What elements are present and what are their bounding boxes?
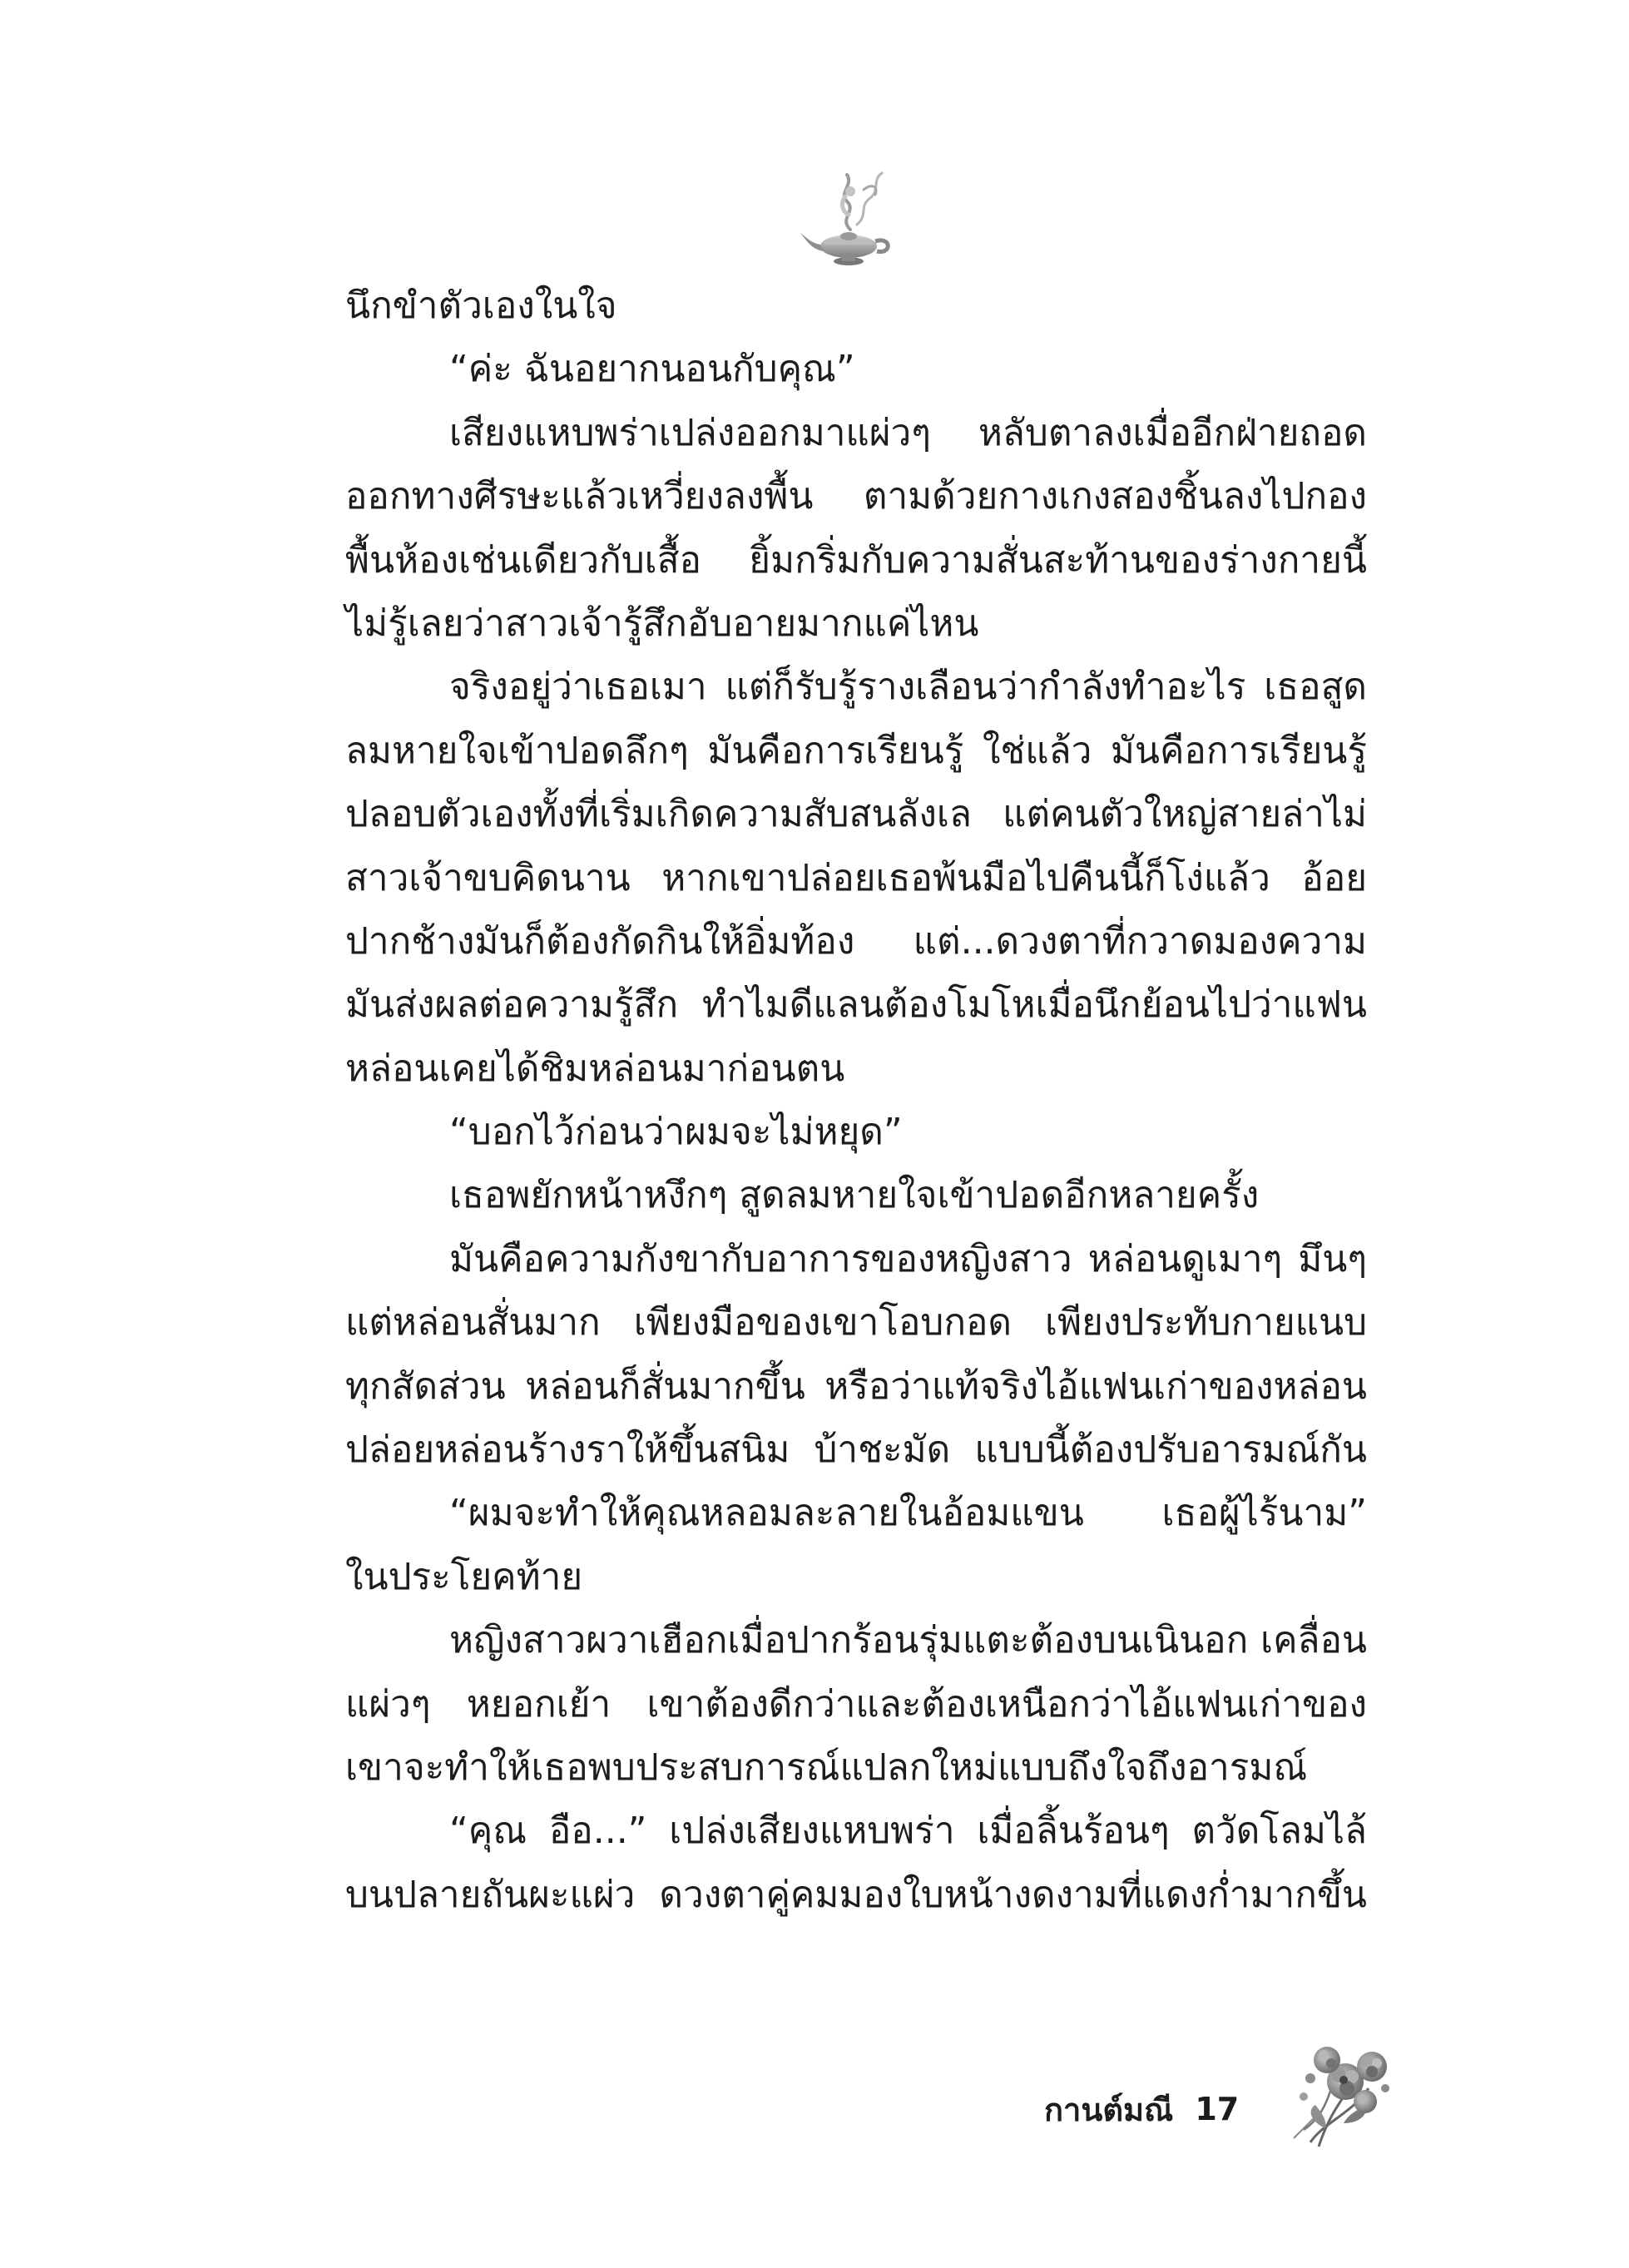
text-line: มันคือความกังขากับอาการของหญิงสาว หล่อนดูเมาๆ มึนๆ [449, 1237, 1367, 1280]
text-line: ลมหายใจเข้าปอดลึกๆ มันคือการเรียนรู้ ใช่แล้ว มันคือการเรียนรู้ [345, 729, 1367, 772]
text-line: จริงอยู่ว่าเธอเมา แต่ก็รับรู้รางเลือนว่ากำลังทำอะไร เธอสูด [449, 666, 1367, 709]
text-line: ในประโยคท้าย [345, 1555, 583, 1598]
text-line: ปากช้างมันก็ต้องกัดกินให้อิ่มท้อง แต่...ดวงตาที่กวาดมองความ [345, 919, 1367, 963]
text-line: พื้นห้องเช่นเดียวกับเสื้อ ยิ้มกริ่มกับความสั่นสะท้านของร่างกายนี้ [345, 538, 1367, 582]
text-line: มันส่งผลต่อความรู้สึก ทำไมดีแลนต้องโมโหเมื่อนึกย้อนไปว่าแฟน [345, 983, 1367, 1027]
text-line: เสียงแหบพร่าเปล่งออกมาแผ่วๆ หลับตาลงเมื่ออีกฝ่ายถอด [449, 411, 1367, 454]
text-line: แผ่วๆ หยอกเย้า เขาต้องดีกว่าและต้องเหนือกว่าไอ้แฟนเก่าของ [345, 1682, 1367, 1726]
text-line: ปลอบตัวเองทั้งที่เริ่มเกิดความสับสนลังเล แต่คนตัวใหญ่สายล่าไม่ [345, 793, 1367, 836]
text-line: หญิงสาวผวาเฮือกเมื่อปากร้อนรุ่มแตะต้องบนเนินอก เคลื่อน [449, 1619, 1367, 1662]
page-footer [1044, 2084, 1239, 2134]
running-title: กานต์มณี [1044, 2091, 1174, 2128]
text-line: เธอพยักหน้าหงึกๆ สูดลมหายใจเข้าปอดอีกหลายครั้ง [449, 1174, 1260, 1217]
text-line: สาวเจ้าขบคิดนาน หากเขาปล่อยเธอพ้นมือไปคืนนี้ก็โง่แล้ว อ้อย [345, 856, 1367, 899]
text-line: “ค่ะ ฉันอยากนอนกับคุณ” [449, 348, 855, 391]
text-line: “ผมจะทำให้คุณหลอมละลายในอ้อมแขน เธอผู้ไร้นาม” [449, 1492, 1367, 1535]
text-line: ออกทางศีรษะแล้วเหวี่ยงลงพื้น ตามด้วยกางเกงสองชิ้นลงไปกอง [345, 475, 1367, 518]
text-line: ทุกสัดส่วน หล่อนก็สั่นมากขึ้น หรือว่าแท้จริงไอ้แฟนเก่าของหล่อน [345, 1364, 1367, 1408]
genie-lamp-icon [799, 165, 907, 273]
text-line: หล่อนเคยได้ชิมหล่อนมาก่อนตน [345, 1047, 845, 1090]
text-line: เขาจะทำให้เธอพบประสบการณ์แปลกใหม่แบบถึงใจถึงอารมณ์ [345, 1746, 1308, 1789]
text-line: ปล่อยหล่อนร้างราให้ขึ้นสนิม บ้าชะมัด แบบนี้ต้องปรับอารมณ์กัน [345, 1429, 1367, 1472]
text-line: นึกขำตัวเองในใจ [345, 285, 617, 327]
text-line: “บอกไว้ก่อนว่าผมจะไม่หยุด” [449, 1111, 903, 1154]
body-text [345, 275, 1367, 1927]
text-line: ไม่รู้เลยว่าสาวเจ้ารู้สึกอับอายมากแค่ไหน [345, 602, 979, 645]
text-line: แต่หล่อนสั่นมาก เพียงมือของเขาโอบกอด เพียงประทับกายแนบ [345, 1301, 1367, 1344]
flower-bouquet-icon [1285, 2030, 1402, 2155]
page-number: 17 [1195, 2091, 1240, 2127]
text-line: บนปลายถันผะแผ่ว ดวงตาคู่คมมองใบหน้างดงามที่แดงก่ำมากขึ้น [345, 1873, 1367, 1916]
text-line: “คุณ อือ...” เปล่งเสียงแหบพร่า เมื่อลิ้นร้อนๆ ตวัดโลมไล้ [449, 1810, 1367, 1853]
